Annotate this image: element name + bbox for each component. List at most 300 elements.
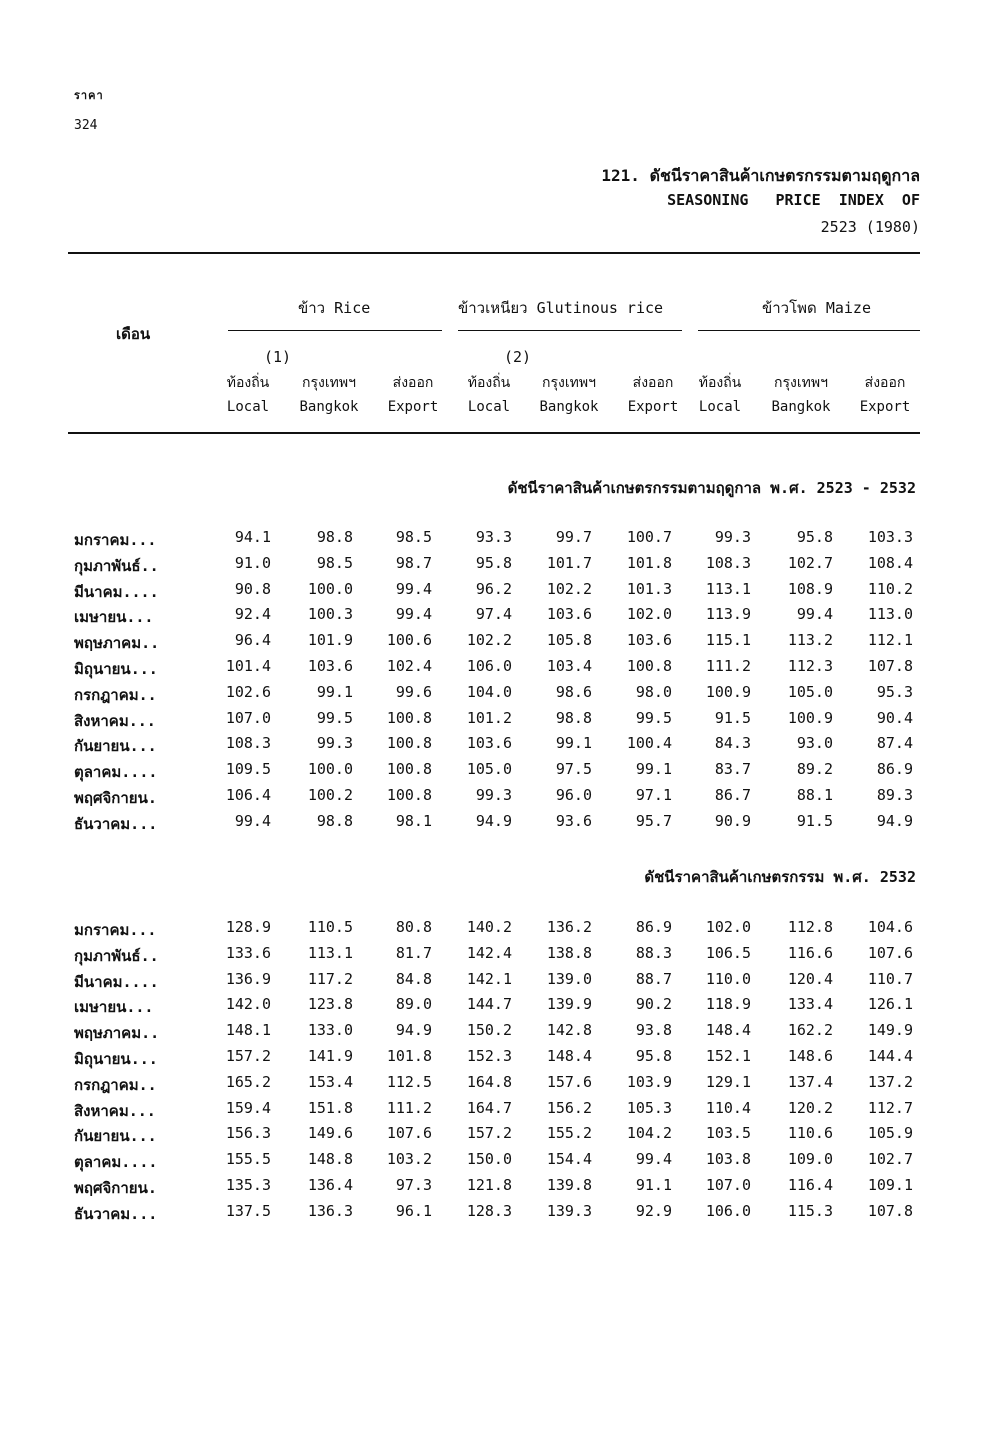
table-cell: 156.3 [225, 1124, 271, 1142]
table-cell: 148.4 [546, 1047, 592, 1065]
table-cell: 100.0 [307, 580, 353, 598]
table-cell: 98.8 [555, 709, 592, 727]
table-cell: 100.8 [386, 760, 432, 778]
table-cell: 84.8 [395, 970, 432, 988]
table-row [0, 580, 990, 606]
table-cell: 144.4 [867, 1047, 913, 1065]
table-row [0, 554, 990, 580]
table-cell: 116.4 [787, 1176, 833, 1194]
table-cell: 95.8 [475, 554, 512, 572]
table-cell: 107.8 [867, 657, 913, 675]
table-row [0, 1073, 990, 1099]
table-cell: 133.0 [307, 1021, 353, 1039]
table-cell: 150.0 [466, 1150, 512, 1168]
table-cell: 84.3 [714, 734, 751, 752]
table-row [0, 631, 990, 657]
group-header-glutinous-rice: ข้าวเหนียว Glutinous rice [458, 299, 664, 317]
table-row [0, 1099, 990, 1125]
table-cell: 103.9 [626, 1073, 672, 1091]
table-cell: 100.9 [787, 709, 833, 727]
table-cell: 112.7 [867, 1099, 913, 1117]
table-cell: 96.2 [475, 580, 512, 598]
table-cell: 104.2 [626, 1124, 672, 1142]
table-cell: 99.3 [475, 786, 512, 804]
month-label: มกราคม... [74, 531, 157, 549]
table-cell: 99.3 [714, 528, 751, 546]
group-rule-glutinous-rice [458, 330, 682, 331]
table-cell: 109.1 [867, 1176, 913, 1194]
month-label: ตุลาคม.... [74, 1153, 158, 1171]
column-header-thai-8: กรุงเทพฯ [774, 375, 828, 391]
month-label: กรกฎาคม.. [74, 1076, 157, 1094]
table-cell: 102.0 [705, 918, 751, 936]
month-label: สิงหาคม... [74, 1102, 156, 1120]
table-cell: 99.4 [395, 580, 432, 598]
month-label: มกราคม... [74, 921, 157, 939]
table-cell: 99.3 [316, 734, 353, 752]
table-cell: 101.8 [386, 1047, 432, 1065]
table-cell: 91.0 [234, 554, 271, 572]
table-cell: 98.7 [395, 554, 432, 572]
table-cell: 110.6 [787, 1124, 833, 1142]
table-cell: 142.1 [466, 970, 512, 988]
table-cell: 101.3 [626, 580, 672, 598]
month-label: เมษายน... [74, 608, 154, 626]
table-cell: 142.8 [546, 1021, 592, 1039]
table-cell: 142.0 [225, 995, 271, 1013]
table-cell: 86.7 [714, 786, 751, 804]
column-header-thai-6: ส่งออก [632, 375, 674, 391]
table-cell: 102.2 [546, 580, 592, 598]
table-cell: 93.6 [555, 812, 592, 830]
table-cell: 148.8 [307, 1150, 353, 1168]
month-label: พฤศจิกายน. [74, 1179, 157, 1197]
table-cell: 139.8 [546, 1176, 592, 1194]
table-cell: 95.3 [876, 683, 913, 701]
table-cell: 121.8 [466, 1176, 512, 1194]
table-cell: 108.4 [867, 554, 913, 572]
table-cell: 116.6 [787, 944, 833, 962]
table-cell: 81.7 [395, 944, 432, 962]
table-row [0, 1124, 990, 1150]
table-cell: 148.1 [225, 1021, 271, 1039]
table-cell: 101.7 [546, 554, 592, 572]
table-cell: 164.8 [466, 1073, 512, 1091]
table-row [0, 734, 990, 760]
table-cell: 105.0 [466, 760, 512, 778]
table-cell: 120.2 [787, 1099, 833, 1117]
table-cell: 139.0 [546, 970, 592, 988]
table-cell: 99.1 [635, 760, 672, 778]
table-cell: 133.6 [225, 944, 271, 962]
month-label: กรกฎาคม.. [74, 686, 157, 704]
table-cell: 110.2 [867, 580, 913, 598]
table-cell: 138.8 [546, 944, 592, 962]
table-cell: 156.2 [546, 1099, 592, 1117]
table-cell: 148.6 [787, 1047, 833, 1065]
month-label: ธันวาคม... [74, 815, 158, 833]
table-cell: 103.6 [626, 631, 672, 649]
month-label: สิงหาคม... [74, 712, 156, 730]
table-cell: 110.0 [705, 970, 751, 988]
table-cell: 99.4 [395, 605, 432, 623]
table-row [0, 812, 990, 838]
table-cell: 98.5 [316, 554, 353, 572]
table-cell: 139.9 [546, 995, 592, 1013]
table-cell: 111.2 [705, 657, 751, 675]
table-cell: 90.9 [714, 812, 751, 830]
table-cell: 109.0 [787, 1150, 833, 1168]
table-cell: 120.4 [787, 970, 833, 988]
table-cell: 89.0 [395, 995, 432, 1013]
table-cell: 94.1 [234, 528, 271, 546]
column-header-english-1: Local [226, 399, 270, 415]
column-header-thai-7: ท้องถิ่น [698, 375, 742, 391]
header-bottom-rule [68, 432, 920, 434]
table-cell: 157.2 [466, 1124, 512, 1142]
table-cell: 101.9 [307, 631, 353, 649]
table-cell: 100.8 [626, 657, 672, 675]
table-cell: 107.0 [225, 709, 271, 727]
table-cell: 112.8 [787, 918, 833, 936]
table-cell: 95.7 [635, 812, 672, 830]
month-label: มีนาคม.... [74, 583, 159, 601]
group-rule-maize [698, 330, 920, 331]
table-cell: 89.3 [876, 786, 913, 804]
table-cell: 94.9 [475, 812, 512, 830]
column-number-2: (2) [504, 348, 532, 366]
table-row [0, 605, 990, 631]
table-cell: 128.9 [225, 918, 271, 936]
table-cell: 137.2 [867, 1073, 913, 1091]
table-cell: 104.0 [466, 683, 512, 701]
column-header-thai-2: กรุงเทพฯ [302, 375, 356, 391]
table-cell: 123.8 [307, 995, 353, 1013]
table-cell: 95.8 [635, 1047, 672, 1065]
column-number-1: (1) [264, 348, 292, 366]
table-cell: 141.9 [307, 1047, 353, 1065]
table-cell: 103.6 [546, 605, 592, 623]
table-cell: 83.7 [714, 760, 751, 778]
table-cell: 99.5 [635, 709, 672, 727]
table-cell: 98.1 [395, 812, 432, 830]
table-cell: 103.5 [705, 1124, 751, 1142]
table-cell: 112.3 [787, 657, 833, 675]
month-column-header: เดือน [116, 325, 151, 343]
table-cell: 100.8 [386, 709, 432, 727]
table-cell: 86.9 [635, 918, 672, 936]
month-label: มิถุนายน... [74, 660, 158, 678]
table-cell: 154.4 [546, 1150, 592, 1168]
table-cell: 93.8 [635, 1021, 672, 1039]
table-cell: 96.4 [234, 631, 271, 649]
table-cell: 107.0 [705, 1176, 751, 1194]
month-label: พฤษภาคม.. [74, 634, 160, 652]
table-title-english: SEASONING PRICE INDEX OF [667, 191, 920, 209]
table-cell: 98.8 [316, 528, 353, 546]
table-cell: 109.5 [225, 760, 271, 778]
table-cell: 80.8 [395, 918, 432, 936]
table-cell: 87.4 [876, 734, 913, 752]
table-cell: 133.4 [787, 995, 833, 1013]
table-cell: 136.3 [307, 1202, 353, 1220]
table-row [0, 995, 990, 1021]
column-header-english-2: Bangkok [299, 399, 359, 415]
table-cell: 88.3 [635, 944, 672, 962]
month-label: กุมภาพันธ์.. [74, 557, 159, 575]
table-cell: 95.8 [796, 528, 833, 546]
table-cell: 94.9 [876, 812, 913, 830]
page-header-word: ราคา [74, 89, 104, 102]
group-header-rice: ข้าว Rice [298, 299, 371, 317]
table-cell: 105.8 [546, 631, 592, 649]
table-cell: 149.9 [867, 1021, 913, 1039]
table-cell: 98.8 [316, 812, 353, 830]
table-cell: 112.5 [386, 1073, 432, 1091]
table-cell: 108.3 [225, 734, 271, 752]
table-cell: 100.3 [307, 605, 353, 623]
table-cell: 107.6 [386, 1124, 432, 1142]
table-cell: 103.6 [466, 734, 512, 752]
table-cell: 152.1 [705, 1047, 751, 1065]
table-cell: 103.2 [386, 1150, 432, 1168]
table-row [0, 683, 990, 709]
month-label: พฤศจิกายน. [74, 789, 157, 807]
table-cell: 91.5 [796, 812, 833, 830]
table-cell: 99.4 [635, 1150, 672, 1168]
table-cell: 136.4 [307, 1176, 353, 1194]
table-cell: 99.1 [316, 683, 353, 701]
month-label: กุมภาพันธ์.. [74, 947, 159, 965]
table-row [0, 1047, 990, 1073]
group-header-maize: ข้าวโพด Maize [762, 299, 871, 317]
month-label: กันยายน... [74, 737, 157, 755]
table-cell: 92.9 [635, 1202, 672, 1220]
column-header-english-7: Local [698, 399, 742, 415]
table-cell: 115.3 [787, 1202, 833, 1220]
table-row [0, 657, 990, 683]
table-cell: 126.1 [867, 995, 913, 1013]
table-cell: 100.9 [705, 683, 751, 701]
table-cell: 112.1 [867, 631, 913, 649]
table-cell: 107.8 [867, 1202, 913, 1220]
table-cell: 129.1 [705, 1073, 751, 1091]
table-cell: 93.0 [796, 734, 833, 752]
column-header-english-9: Export [859, 399, 911, 415]
table-cell: 90.2 [635, 995, 672, 1013]
table-row [0, 1021, 990, 1047]
table-row [0, 709, 990, 735]
table-row [0, 970, 990, 996]
column-header-thai-4: ท้องถิ่น [467, 375, 511, 391]
table-cell: 86.9 [876, 760, 913, 778]
table-cell: 93.3 [475, 528, 512, 546]
table-cell: 98.5 [395, 528, 432, 546]
table-cell: 152.3 [466, 1047, 512, 1065]
table-cell: 113.9 [705, 605, 751, 623]
table-cell: 100.2 [307, 786, 353, 804]
table-cell: 140.2 [466, 918, 512, 936]
table-cell: 155.5 [225, 1150, 271, 1168]
table-cell: 99.4 [796, 605, 833, 623]
table-cell: 110.4 [705, 1099, 751, 1117]
table-cell: 157.6 [546, 1073, 592, 1091]
table-row [0, 1176, 990, 1202]
table-cell: 90.8 [234, 580, 271, 598]
table-cell: 103.3 [867, 528, 913, 546]
table-cell: 91.1 [635, 1176, 672, 1194]
table-cell: 104.6 [867, 918, 913, 936]
table-cell: 136.2 [546, 918, 592, 936]
table-cell: 108.3 [705, 554, 751, 572]
table-row [0, 944, 990, 970]
table-cell: 148.4 [705, 1021, 751, 1039]
column-header-thai-1: ท้องถิ่น [226, 375, 270, 391]
table-cell: 101.8 [626, 554, 672, 572]
table-cell: 90.4 [876, 709, 913, 727]
top-rule [68, 252, 920, 254]
month-label: ตุลาคม.... [74, 763, 158, 781]
table-cell: 100.6 [386, 631, 432, 649]
table-cell: 113.1 [307, 944, 353, 962]
table-cell: 97.3 [395, 1176, 432, 1194]
table-cell: 150.2 [466, 1021, 512, 1039]
table-cell: 105.0 [787, 683, 833, 701]
table-cell: 115.1 [705, 631, 751, 649]
column-header-english-8: Bangkok [771, 399, 831, 415]
table-cell: 96.0 [555, 786, 592, 804]
table-cell: 165.2 [225, 1073, 271, 1091]
table-cell: 139.3 [546, 1202, 592, 1220]
table-cell: 113.1 [705, 580, 751, 598]
table-cell: 113.0 [867, 605, 913, 623]
table-cell: 135.3 [225, 1176, 271, 1194]
table-cell: 106.0 [466, 657, 512, 675]
section-title-2532: ดัชนีราคาสินค้าเกษตรกรรม พ.ศ. 2532 [644, 868, 916, 886]
table-cell: 149.6 [307, 1124, 353, 1142]
table-cell: 102.7 [787, 554, 833, 572]
table-row [0, 786, 990, 812]
table-row [0, 1202, 990, 1228]
table-cell: 137.4 [787, 1073, 833, 1091]
table-cell: 100.7 [626, 528, 672, 546]
table-cell: 100.8 [386, 786, 432, 804]
month-label: มิถุนายน... [74, 1050, 158, 1068]
table-row [0, 528, 990, 554]
table-cell: 105.9 [867, 1124, 913, 1142]
column-header-english-5: Bangkok [539, 399, 599, 415]
table-cell: 117.2 [307, 970, 353, 988]
table-cell: 106.5 [705, 944, 751, 962]
table-cell: 110.5 [307, 918, 353, 936]
table-cell: 106.0 [705, 1202, 751, 1220]
column-header-thai-3: ส่งออก [392, 375, 434, 391]
table-cell: 103.8 [705, 1150, 751, 1168]
column-header-thai-9: ส่งออก [864, 375, 906, 391]
table-cell: 103.4 [546, 657, 592, 675]
table-cell: 108.9 [787, 580, 833, 598]
table-cell: 97.5 [555, 760, 592, 778]
table-cell: 162.2 [787, 1021, 833, 1039]
table-cell: 107.6 [867, 944, 913, 962]
table-row [0, 760, 990, 786]
table-cell: 142.4 [466, 944, 512, 962]
table-cell: 91.5 [714, 709, 751, 727]
month-label: กันยายน... [74, 1127, 157, 1145]
column-header-english-3: Export [387, 399, 439, 415]
table-cell: 99.4 [234, 812, 271, 830]
table-cell: 98.0 [635, 683, 672, 701]
table-cell: 105.3 [626, 1099, 672, 1117]
table-cell: 153.4 [307, 1073, 353, 1091]
table-cell: 102.0 [626, 605, 672, 623]
table-row [0, 1150, 990, 1176]
month-label: เมษายน... [74, 998, 154, 1016]
table-cell: 97.1 [635, 786, 672, 804]
column-header-english-6: Export [627, 399, 679, 415]
table-cell: 136.9 [225, 970, 271, 988]
table-title-year: 2523 (1980) [820, 218, 920, 236]
table-cell: 99.7 [555, 528, 592, 546]
table-cell: 110.7 [867, 970, 913, 988]
table-cell: 102.4 [386, 657, 432, 675]
table-cell: 101.2 [466, 709, 512, 727]
table-cell: 144.7 [466, 995, 512, 1013]
table-cell: 89.2 [796, 760, 833, 778]
table-cell: 111.2 [386, 1099, 432, 1117]
month-label: ธันวาคม... [74, 1205, 158, 1223]
table-cell: 101.4 [225, 657, 271, 675]
table-cell: 128.3 [466, 1202, 512, 1220]
table-cell: 88.7 [635, 970, 672, 988]
table-row [0, 918, 990, 944]
column-header-thai-5: กรุงเทพฯ [542, 375, 596, 391]
table-cell: 113.2 [787, 631, 833, 649]
table-cell: 151.8 [307, 1099, 353, 1117]
table-cell: 159.4 [225, 1099, 271, 1117]
table-cell: 157.2 [225, 1047, 271, 1065]
section-title-seasonal: ดัชนีราคาสินค้าเกษตรกรรมตามฤดูกาล พ.ศ. 2523 - 2532 [507, 479, 916, 497]
table-cell: 97.4 [475, 605, 512, 623]
table-cell: 118.9 [705, 995, 751, 1013]
table-cell: 106.4 [225, 786, 271, 804]
table-cell: 102.6 [225, 683, 271, 701]
table-cell: 99.5 [316, 709, 353, 727]
table-cell: 155.2 [546, 1124, 592, 1142]
table-cell: 102.2 [466, 631, 512, 649]
table-cell: 96.1 [395, 1202, 432, 1220]
column-header-english-4: Local [467, 399, 511, 415]
group-rule-rice [228, 330, 442, 331]
table-cell: 92.4 [234, 605, 271, 623]
page-number: 324 [74, 118, 98, 133]
table-cell: 164.7 [466, 1099, 512, 1117]
table-cell: 99.6 [395, 683, 432, 701]
table-cell: 137.5 [225, 1202, 271, 1220]
table-cell: 100.8 [386, 734, 432, 752]
table-cell: 100.4 [626, 734, 672, 752]
month-label: พฤษภาคม.. [74, 1024, 160, 1042]
table-cell: 99.1 [555, 734, 592, 752]
table-title-thai: 121. ดัชนีราคาสินค้าเกษตรกรรมตามฤดูกาล [601, 166, 920, 185]
table-cell: 102.7 [867, 1150, 913, 1168]
month-label: มีนาคม.... [74, 973, 159, 991]
table-cell: 100.0 [307, 760, 353, 778]
table-cell: 98.6 [555, 683, 592, 701]
table-cell: 94.9 [395, 1021, 432, 1039]
table-cell: 88.1 [796, 786, 833, 804]
table-cell: 103.6 [307, 657, 353, 675]
